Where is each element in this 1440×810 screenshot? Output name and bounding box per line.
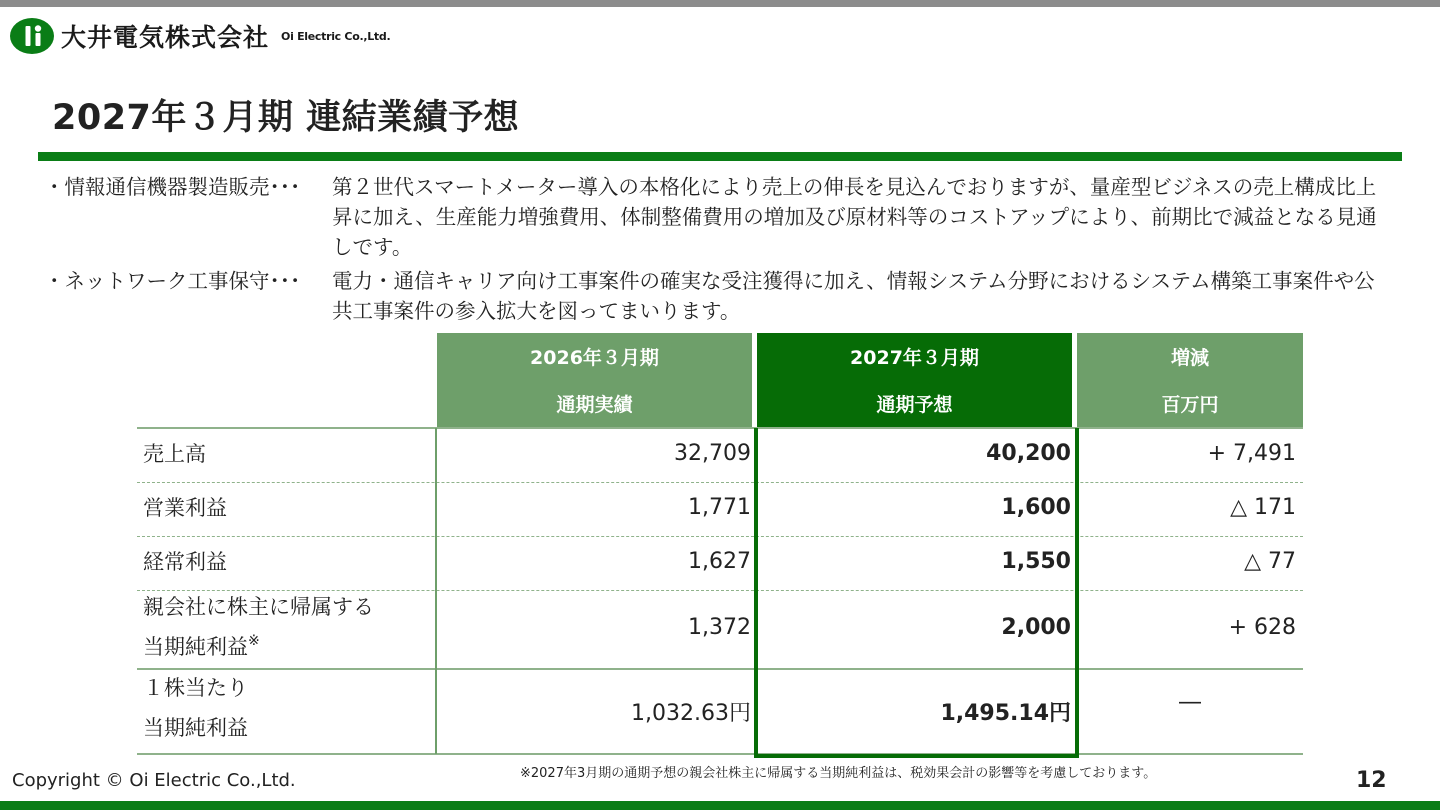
change-value: △ 77 — [1244, 549, 1296, 574]
bottom-green-bar — [0, 801, 1440, 810]
company-logo — [9, 16, 390, 56]
header-line2: 通期予想 — [876, 394, 953, 416]
bullet-text: 第２世代スマートメーター導入の本格化により売上の伸長を見込んでおりますが、量産型ビジネスの売上構成比上昇に加え、生産能力増強費用、体制整備費用の増加及び原材料等のコストアップにより、前期比で減益となる見通しです。 — [332, 175, 1377, 259]
header-fy2026-actual — [437, 333, 752, 428]
row-label: 売上高 — [143, 442, 206, 466]
row-label: 営業利益 — [143, 496, 227, 520]
row-label-line2: 当期純利益 — [143, 716, 248, 740]
bullet-label: ・情報通信機器製造販売･･･ — [44, 175, 301, 199]
page-number: 12 — [1356, 768, 1387, 793]
header-line1: 2026年３月期 — [530, 347, 659, 369]
header-fy2027-forecast — [757, 333, 1072, 428]
forecast-value: 1,550 — [1001, 549, 1071, 574]
table-row — [137, 428, 1303, 482]
bullet-text: 電力・通信キャリア向け工事案件の確実な受注獲得に加え、情報システム分野におけるシステム構築工事案件や公共工事案件の参入拡大を図ってまいります。 — [332, 269, 1375, 323]
actual-value: 1,627 — [688, 549, 751, 574]
forecast-table — [137, 333, 1303, 757]
change-value: + 628 — [1228, 615, 1296, 640]
copyright: Copyright © Oi Electric Co.,Ltd. — [12, 770, 296, 791]
top-gray-bar — [0, 0, 1440, 7]
row-label: 親会社に株主に帰属する — [143, 595, 374, 619]
header-line1: 増減 — [1170, 347, 1209, 369]
row-label-text: 当期純利益 — [143, 635, 248, 659]
bullet-item — [44, 172, 1404, 262]
company-name-en: Oi Electric Co.,Ltd. — [281, 29, 391, 43]
change-value: + 7,491 — [1207, 441, 1296, 466]
bullet-item — [44, 266, 1404, 326]
page-title: 2027年３月期 連結業績予想 — [52, 98, 520, 138]
row-label-line2 — [143, 631, 260, 664]
company-name-ja: 大井電気株式会社 — [61, 23, 270, 52]
row-label: 経常利益 — [143, 550, 227, 574]
actual-value: 32,709 — [674, 441, 751, 466]
forecast-value: 40,200 — [986, 441, 1071, 466]
actual-value: 1,771 — [688, 495, 751, 520]
footnote: ※2027年3月期の通期予想の親会社株主に帰属する当期純利益は、税効果会計の影響等を考慮しております。 — [520, 766, 1157, 781]
change-value: △ 171 — [1230, 495, 1296, 520]
table-row — [137, 537, 1303, 591]
table-row — [137, 483, 1303, 537]
actual-value: 1,032.63円 — [631, 701, 751, 726]
bullet-label: ・ネットワーク工事保守･･･ — [44, 269, 301, 293]
header-change — [1077, 333, 1303, 428]
bullet-list — [44, 172, 1404, 330]
change-value: ― — [1179, 690, 1201, 715]
actual-value: 1,372 — [688, 615, 751, 640]
title-underline — [38, 152, 1402, 161]
header-line2: 百万円 — [1161, 394, 1219, 416]
forecast-value: 1,495.14円 — [940, 701, 1071, 726]
table-row — [137, 670, 1303, 754]
forecast-value: 1,600 — [1001, 495, 1071, 520]
oi-electric-logo-icon — [9, 17, 55, 55]
header-line1: 2027年３月期 — [850, 347, 979, 369]
row-label: １株当たり — [143, 676, 248, 700]
table-row — [137, 591, 1303, 669]
footnote-mark: ※ — [248, 633, 260, 649]
forecast-value: 2,000 — [1001, 615, 1071, 640]
header-line2: 通期実績 — [556, 394, 633, 416]
